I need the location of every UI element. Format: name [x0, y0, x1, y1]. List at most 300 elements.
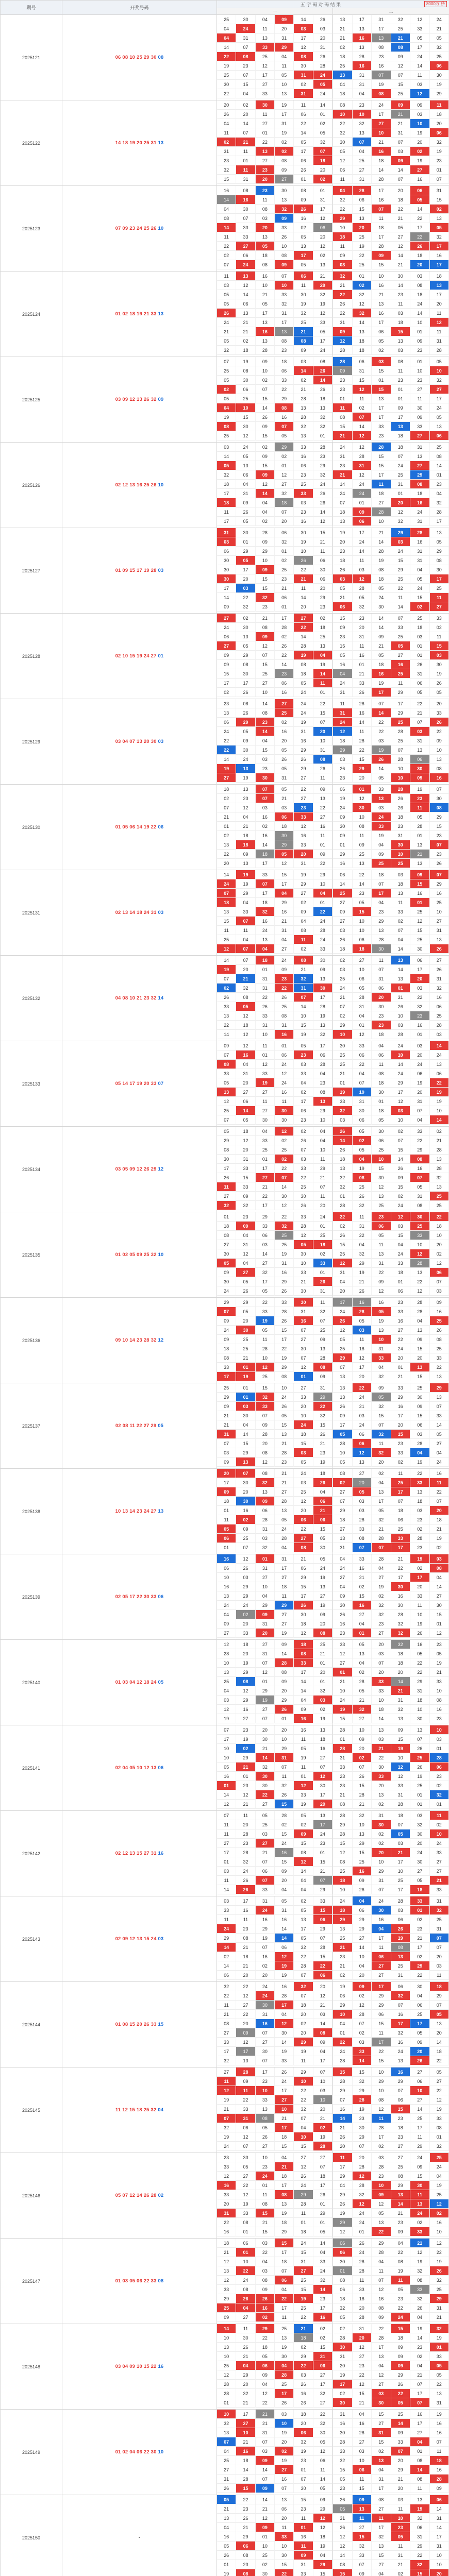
grid-number: 09 [275, 165, 294, 175]
grid-number: 01 [333, 1668, 353, 1677]
grid-number: 03 [256, 2239, 275, 2248]
grid-number: 29 [256, 1601, 275, 1610]
grid-number: 18 [275, 2132, 294, 2142]
grid-number: 10 [333, 1030, 353, 1039]
grid-number: 11 [217, 1915, 236, 1924]
grid-number: 09 [217, 1619, 236, 1629]
grid-number: 25 [217, 71, 236, 80]
grid-number: 23 [313, 1839, 332, 1848]
grid-number: 07 [410, 1735, 430, 1744]
grid-number: 09 [353, 2495, 372, 2504]
grid-number: 15 [353, 2389, 372, 2398]
grid-number: 10 [256, 1582, 275, 1591]
grid-number: 32 [410, 1002, 430, 1011]
grid-number: 28 [275, 1497, 294, 1506]
grid-number: 13 [372, 33, 391, 43]
grid-number: 03 [256, 1829, 275, 1839]
grid-number: 32 [256, 1393, 275, 1402]
grid-number: 18 [256, 2343, 275, 2352]
grid-number: 25 [236, 1534, 255, 1543]
grid-number: 20 [275, 517, 294, 526]
grid-number: 13 [372, 1725, 391, 1735]
grid-number: 06 [236, 470, 255, 480]
right-group-header: 二 [333, 8, 449, 15]
grid-number: 23 [256, 602, 275, 612]
blue-ball-number: 13 [158, 1509, 163, 1514]
grid-number: 08 [275, 251, 294, 260]
grid-number: 30 [313, 2428, 332, 2437]
left-number-grid [217, 100, 333, 186]
period-cell: 2025136 [1, 1298, 62, 1383]
grid-number: 03 [410, 80, 430, 89]
grid-number: 04 [256, 944, 275, 954]
left-number-grid [217, 1896, 333, 1982]
draw-row [1, 1041, 449, 1127]
red-ball-number: 05 [122, 824, 128, 830]
grid-number: 10 [430, 1725, 449, 1735]
grid-number: 21 [294, 2324, 313, 2333]
grid-number: 21 [333, 2123, 353, 2132]
grid-number: 22 [430, 1487, 449, 1497]
grid-number: 33 [391, 1534, 411, 1543]
grid-number: 14 [313, 2475, 332, 2484]
grid-number: 25 [391, 669, 411, 679]
grid-number: 18 [313, 1469, 332, 1478]
grid-number: 15 [256, 745, 275, 755]
red-ball-number: 04 [115, 995, 121, 1001]
grid-number: 17 [275, 2303, 294, 2313]
number-grid [217, 1212, 332, 1296]
grid-number: 05 [236, 556, 255, 565]
grid-number: 11 [430, 309, 449, 318]
period-cell: 2025132 [1, 956, 62, 1041]
grid-number: 30 [430, 71, 449, 80]
grid-number: 16 [353, 2419, 372, 2428]
grid-number: 05 [372, 651, 391, 660]
grid-number: 03 [294, 357, 313, 366]
grid-number: 03 [217, 1896, 236, 1906]
grid-number: 26 [430, 679, 449, 688]
grid-number: 08 [430, 764, 449, 773]
grid-number: 33 [333, 1097, 353, 1106]
grid-number: 31 [410, 1192, 430, 1201]
grid-number: 20 [391, 186, 411, 195]
grid-number: 27 [256, 1640, 275, 1649]
grid-number: 13 [313, 403, 332, 413]
grid-number: 08 [372, 2495, 391, 2504]
grid-number: 29 [256, 547, 275, 556]
grid-number: 33 [430, 614, 449, 623]
grid-number: 24 [236, 260, 255, 269]
grid-number: 25 [430, 1915, 449, 1924]
grid-number: 32 [353, 602, 372, 612]
grid-number: 13 [430, 935, 449, 944]
grid-number: 09 [313, 1335, 332, 1344]
grid-number: 05 [410, 812, 430, 822]
grid-number: 15 [256, 461, 275, 470]
grid-number: 10 [391, 1011, 411, 1021]
grid-number: 13 [410, 2199, 430, 2209]
grid-number: 30 [294, 290, 313, 299]
grid-number: 09 [217, 602, 236, 612]
draw-row [1, 1725, 449, 1811]
grid-number: 21 [333, 993, 353, 1002]
grid-number: 17 [410, 43, 430, 52]
grid-number: 18 [313, 2532, 332, 2541]
grid-number: 19 [372, 1582, 391, 1591]
grid-number: 11 [430, 593, 449, 602]
grid-number: 18 [372, 1705, 391, 1714]
grid-number: 15 [217, 669, 236, 679]
grid-number: 20 [236, 965, 255, 974]
grid-number: 21 [236, 2437, 255, 2447]
grid-number: 26 [410, 2056, 430, 2065]
grid-number: 07 [430, 1497, 449, 1506]
grid-number: 24 [333, 443, 353, 452]
grid-number: 25 [410, 1383, 430, 1393]
grid-number: 03 [294, 1060, 313, 1069]
grid-number: 14 [391, 1155, 411, 1164]
grid-number: 27 [236, 2001, 255, 2010]
grid-number: 11 [430, 100, 449, 110]
grid-number: 22 [236, 2495, 255, 2504]
grid-number: 08 [294, 336, 313, 346]
grid-number: 30 [256, 1781, 275, 1790]
grid-number: 14 [410, 309, 430, 318]
grid-number: 31 [236, 175, 255, 184]
grid-number: 12 [256, 480, 275, 489]
grid-number: 07 [217, 889, 236, 898]
period-cell: 2025127 [1, 528, 62, 614]
grid-number: 26 [333, 1231, 353, 1240]
grid-number: 14 [430, 1115, 449, 1125]
grid-number: 28 [256, 1515, 275, 1524]
grid-number: 33 [430, 1885, 449, 1894]
grid-number: 02 [294, 80, 313, 89]
grid-number: 12 [275, 859, 294, 868]
grid-number: 13 [256, 336, 275, 346]
grid-number: 06 [333, 602, 353, 612]
grid-number: 20 [236, 1316, 255, 1326]
grid-number: 33 [410, 24, 430, 33]
grid-number: 13 [430, 1182, 449, 1192]
grid-number: 15 [294, 1021, 313, 1030]
grid-number: 32 [391, 1640, 411, 1649]
grid-number: 23 [275, 1458, 294, 1467]
grid-number: 07 [333, 1497, 353, 1506]
grid-number: 25 [313, 632, 332, 641]
grid-number: 08 [294, 1543, 313, 1552]
grid-number: 14 [313, 669, 332, 679]
blue-ball-number: 01 [158, 653, 163, 659]
grid-number: 06 [294, 156, 313, 165]
grid-number: 17 [217, 1164, 236, 1173]
grid-number: 14 [256, 1249, 275, 1259]
grid-number: 23 [430, 831, 449, 840]
grid-number: 17 [256, 2067, 275, 2077]
grid-number: 02 [217, 688, 236, 697]
grid-number: 07 [236, 71, 255, 80]
grid-number: 13 [313, 794, 332, 803]
grid-number: 02 [391, 1192, 411, 1201]
grid-number: 28 [430, 2475, 449, 2484]
grid-number: 08 [236, 2218, 255, 2227]
grid-number: 11 [391, 593, 411, 602]
grid-number: 29 [333, 214, 353, 223]
grid-number: 08 [333, 1469, 353, 1478]
grid-number: 18 [353, 1344, 372, 1353]
red-ball-number: 11 [129, 1423, 135, 1429]
grid-number: 02 [217, 138, 236, 147]
grid-number: 06 [256, 1867, 275, 1876]
grid-number: 05 [275, 764, 294, 773]
red-ball-number: 10 [122, 1337, 128, 1343]
grid-number: 16 [391, 2067, 411, 2077]
grid-number: 30 [275, 1192, 294, 1201]
grid-number: 03 [410, 632, 430, 641]
draw-numbers-cell [62, 1469, 217, 1554]
grid-number: 28 [294, 1222, 313, 1231]
grid-number: 28 [372, 547, 391, 556]
grid-number: 24 [410, 299, 430, 309]
grid-number: 11 [236, 2324, 255, 2333]
red-ball-number: 02 [115, 1851, 121, 1856]
grid-number: 09 [410, 2038, 430, 2047]
draw-row [1, 1469, 449, 1554]
grid-number: 23 [333, 773, 353, 783]
grid-number: 14 [313, 2285, 332, 2294]
grid-number: 18 [217, 1222, 236, 1231]
period-cell: 2025140 [1, 1640, 62, 1725]
grid-number: 09 [275, 260, 294, 269]
grid-number: 31 [333, 1753, 353, 1762]
grid-number: 29 [236, 1668, 255, 1677]
grid-number: 25 [333, 1249, 353, 1259]
grid-number: 01 [294, 175, 313, 184]
grid-number: 16 [313, 1744, 332, 1753]
grid-number: 14 [353, 718, 372, 727]
grid-number: 07 [430, 1943, 449, 1952]
grid-number: 04 [353, 89, 372, 98]
grid-number: 29 [353, 1915, 372, 1924]
grid-number: 07 [313, 1876, 332, 1885]
red-ball-number: 32 [151, 1252, 157, 1258]
grid-number: 18 [236, 831, 255, 840]
red-ball-number: 24 [144, 910, 149, 916]
grid-number: 07 [410, 718, 430, 727]
grid-number: 21 [391, 119, 411, 128]
grid-number: 15 [256, 2227, 275, 2236]
draw-row [1, 2067, 449, 2153]
grid-number: 20 [294, 1402, 313, 1411]
period-cell: 2025129 [1, 699, 62, 785]
grid-number: 14 [410, 2465, 430, 2475]
grid-number: 20 [313, 1619, 332, 1629]
red-ball-number: 33 [151, 311, 157, 317]
grid-number: 19 [275, 128, 294, 138]
red-ball-number: 22 [137, 1423, 142, 1429]
grid-number: 22 [236, 2181, 255, 2190]
grid-number: 02 [430, 1781, 449, 1790]
grid-number: 14 [333, 2551, 353, 2560]
grid-number: 08 [372, 43, 391, 52]
grid-number: 15 [372, 260, 391, 269]
grid-number: 28 [294, 2199, 313, 2209]
grid-number: 21 [217, 2105, 236, 2114]
grid-number: 21 [236, 974, 255, 984]
grid-number: 30 [217, 1249, 236, 1259]
grid-number: 26 [333, 935, 353, 944]
grid-number: 05 [430, 2067, 449, 2077]
grid-number: 28 [391, 1610, 411, 1619]
grid-number: 19 [275, 1249, 294, 1259]
grid-number: 21 [430, 1524, 449, 1534]
grid-number: 22 [410, 232, 430, 242]
grid-number: 10 [217, 1658, 236, 1668]
grid-number: 26 [391, 803, 411, 812]
grid-number: 05 [430, 357, 449, 366]
grid-number: 31 [430, 2541, 449, 2551]
grid-number: 32 [217, 165, 236, 175]
grid-number: 30 [294, 1298, 313, 1307]
grid-number: 15 [313, 1952, 332, 1961]
grid-number: 28 [333, 2056, 353, 2065]
grid-number: 21 [333, 593, 353, 602]
grid-number: 04 [236, 935, 255, 944]
grid-number: 02 [333, 2324, 353, 2333]
grid-number: 17 [391, 1543, 411, 1552]
grid-number: 02 [430, 2209, 449, 2218]
number-grid [333, 357, 449, 440]
grid-number: 08 [275, 1668, 294, 1677]
grid-number: 09 [333, 1591, 353, 1601]
grid-number: 16 [294, 1316, 313, 1326]
grid-number: 12 [275, 1069, 294, 1078]
grid-number: 30 [410, 1829, 430, 1839]
grid-number: 14 [372, 165, 391, 175]
grid-number: 11 [410, 2484, 430, 2493]
grid-number: 23 [372, 431, 391, 440]
grid-number: 11 [217, 926, 236, 935]
grid-number: 17 [333, 1298, 353, 1307]
grid-number: 23 [275, 974, 294, 984]
grid-number: 03 [391, 1021, 411, 1030]
grid-number: 27 [294, 1335, 313, 1344]
grid-number: 20 [372, 1640, 391, 1649]
grid-number: 13 [256, 2105, 275, 2114]
grid-number: 01 [410, 1906, 430, 1915]
grid-number: 28 [236, 1848, 255, 1857]
grid-number: 33 [294, 1164, 313, 1173]
grid-number: 14 [294, 1002, 313, 1011]
grid-number: 22 [294, 1173, 313, 1182]
grid-number: 27 [275, 1573, 294, 1582]
number-grid [333, 1127, 449, 1210]
grid-number: 16 [372, 309, 391, 318]
grid-number: 04 [256, 507, 275, 517]
grid-number: 06 [236, 299, 255, 309]
grid-number: 27 [217, 773, 236, 783]
grid-number: 24 [333, 1564, 353, 1573]
grid-number: 12 [313, 2514, 332, 2523]
grid-number: 03 [333, 926, 353, 935]
grid-number: 26 [275, 1316, 294, 1326]
grid-number: 10 [372, 1335, 391, 1344]
grid-number: 18 [372, 870, 391, 879]
grid-number: 01 [256, 1050, 275, 1060]
grid-number: 24 [313, 1829, 332, 1839]
grid-number: 02 [372, 1829, 391, 1839]
grid-number: 21 [333, 33, 353, 43]
grid-number: 17 [372, 318, 391, 327]
grid-number: 21 [275, 1478, 294, 1487]
grid-number: 29 [236, 1591, 255, 1601]
grid-number: 13 [313, 641, 332, 651]
grid-number: 15 [391, 327, 411, 336]
red-ball-number: 01 [115, 1680, 121, 1685]
grid-number: 27 [333, 917, 353, 926]
grid-number: 04 [256, 1591, 275, 1601]
grid-number: 02 [294, 898, 313, 907]
grid-number: 33 [430, 708, 449, 718]
grid-number: 17 [353, 15, 372, 24]
grid-number: 20 [236, 1971, 255, 1980]
number-grid [217, 357, 332, 440]
grid-number: 13 [217, 2343, 236, 2352]
grid-number: 23 [256, 2077, 275, 2086]
grid-number: 29 [313, 1106, 332, 1115]
grid-number: 12 [430, 1629, 449, 1638]
grid-number: 26 [353, 1885, 372, 1894]
grid-number: 13 [372, 1192, 391, 1201]
red-ball-number: 10 [129, 55, 135, 60]
grid-number: 27 [313, 2398, 332, 2408]
grid-number: 05 [236, 641, 255, 651]
grid-number: 29 [313, 1393, 332, 1402]
grid-number: 02 [294, 2343, 313, 2352]
grid-number: 24 [333, 489, 353, 498]
grid-number: 13 [372, 1487, 391, 1497]
grid-number: 31 [372, 2428, 391, 2437]
grid-number: 11 [256, 1097, 275, 1106]
grid-number: 20 [275, 2437, 294, 2447]
grid-number: 29 [217, 1934, 236, 1943]
grid-number: 22 [391, 1335, 411, 1344]
grid-number: 10 [430, 366, 449, 376]
header-badge[interactable]: 8000万 秒 [424, 1, 447, 7]
grid-number: 33 [353, 2047, 372, 2056]
left-number-grid [217, 2495, 333, 2576]
grid-number: 20 [236, 2019, 255, 2028]
grid-number: 17 [236, 679, 255, 688]
grid-number: 23 [294, 803, 313, 812]
grid-number: 07 [353, 1078, 372, 1088]
grid-number: 02 [236, 336, 255, 346]
draw-row [1, 2324, 449, 2410]
grid-number: 27 [236, 2313, 255, 2322]
grid-number: 27 [391, 232, 411, 242]
grid-number: 27 [430, 2077, 449, 2086]
grid-number: 02 [313, 175, 332, 184]
grid-number: 13 [256, 935, 275, 944]
red-ball-number: 03 [115, 397, 121, 402]
grid-number: 05 [333, 584, 353, 593]
draw-numbers-cell [62, 870, 217, 956]
grid-number: 12 [217, 2276, 236, 2285]
red-ball-number: 31 [151, 1851, 157, 1856]
grid-number: 31 [275, 773, 294, 783]
red-ball-number: 19 [129, 140, 135, 146]
